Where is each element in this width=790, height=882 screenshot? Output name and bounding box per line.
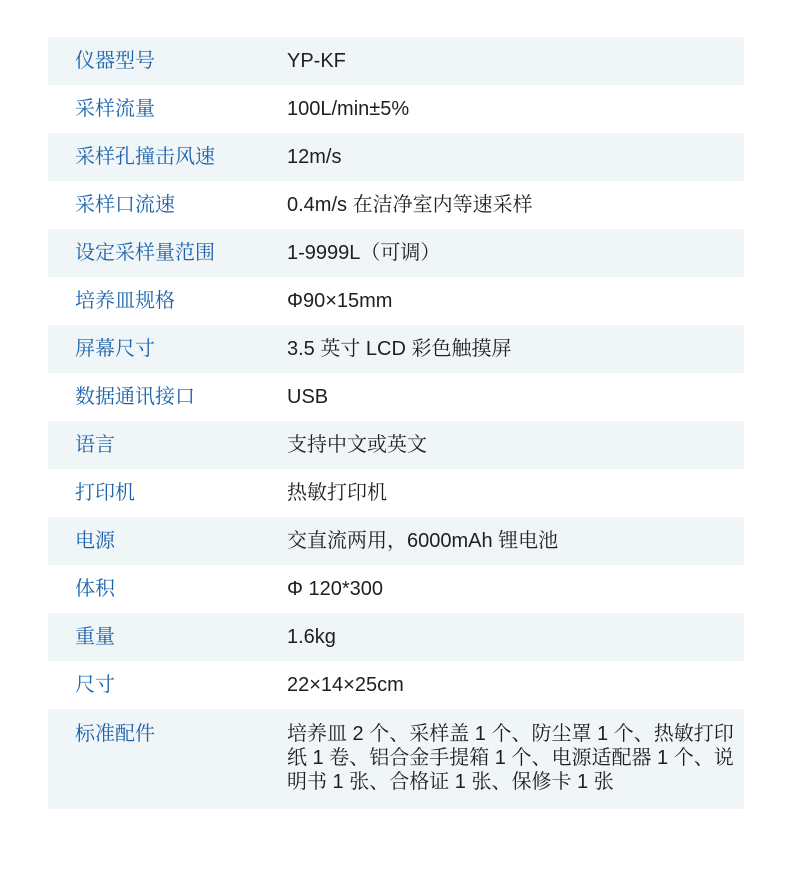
spec-value: 热敏打印机 [287, 482, 387, 504]
spec-row-impact-wind-speed [48, 133, 744, 181]
spec-label: 电源 [75, 530, 115, 552]
spec-row-petri-dish-size [48, 277, 744, 325]
spec-value: 交直流两用，6000mAh 锂电池 [287, 530, 559, 552]
spec-value: 支持中文或英文 [287, 434, 427, 456]
spec-value: 0.4m/s 在洁净室内等速采样 [287, 194, 533, 216]
spec-value: Φ90×15mm [287, 290, 393, 312]
spec-value: USB [287, 386, 329, 408]
spec-label: 采样孔撞击风速 [75, 146, 215, 168]
spec-row-sampling-flow [48, 85, 744, 133]
spec-label: 采样口流速 [75, 194, 175, 216]
spec-value: 3.5 英寸 LCD 彩色触摸屏 [287, 338, 512, 360]
spec-row-sampling-volume-range [48, 229, 744, 277]
spec-row-weight [48, 613, 744, 661]
spec-value: YP-KF [287, 50, 346, 72]
spec-row-instrument-model [48, 37, 744, 85]
spec-row-language [48, 421, 744, 469]
spec-row-volume [48, 565, 744, 613]
spec-row-printer [48, 469, 744, 517]
spec-value: 培养皿 2 个、采样盖 1 个、防尘罩 1 个、热敏打印纸 1 卷、铝合金手提箱 1 个、电源适配器 1 个、说明书 1 张、合格证 1 张、保修卡 1 张 [287, 723, 734, 793]
spec-label: 采样流量 [75, 98, 155, 120]
spec-label: 数据通讯接口 [75, 386, 195, 408]
spec-value: 100L/min±5% [287, 98, 410, 120]
spec-value: 12m/s [287, 146, 342, 168]
spec-value: 1-9999L（可调） [287, 242, 441, 264]
spec-value: 1.6kg [287, 626, 336, 648]
spec-label: 尺寸 [75, 674, 115, 696]
spec-row-standard-accessories [48, 709, 744, 809]
spec-row-dimensions [48, 661, 744, 709]
spec-row-screen-size [48, 325, 744, 373]
spec-row-data-interface [48, 373, 744, 421]
spec-row-inlet-flow-speed [48, 181, 744, 229]
spec-value: Φ 120*300 [287, 578, 384, 600]
spec-label: 重量 [75, 626, 115, 648]
spec-label: 培养皿规格 [75, 290, 175, 312]
spec-label: 屏幕尺寸 [75, 338, 155, 360]
spec-label: 标准配件 [75, 723, 155, 745]
spec-value: 22×14×25cm [287, 674, 404, 696]
spec-label: 体积 [75, 578, 115, 600]
spec-label: 语言 [75, 434, 115, 456]
spec-row-power-supply [48, 517, 744, 565]
spec-label: 仪器型号 [75, 50, 155, 72]
spec-label: 打印机 [75, 482, 135, 504]
spec-table [48, 37, 744, 809]
spec-label: 设定采样量范围 [75, 242, 215, 264]
